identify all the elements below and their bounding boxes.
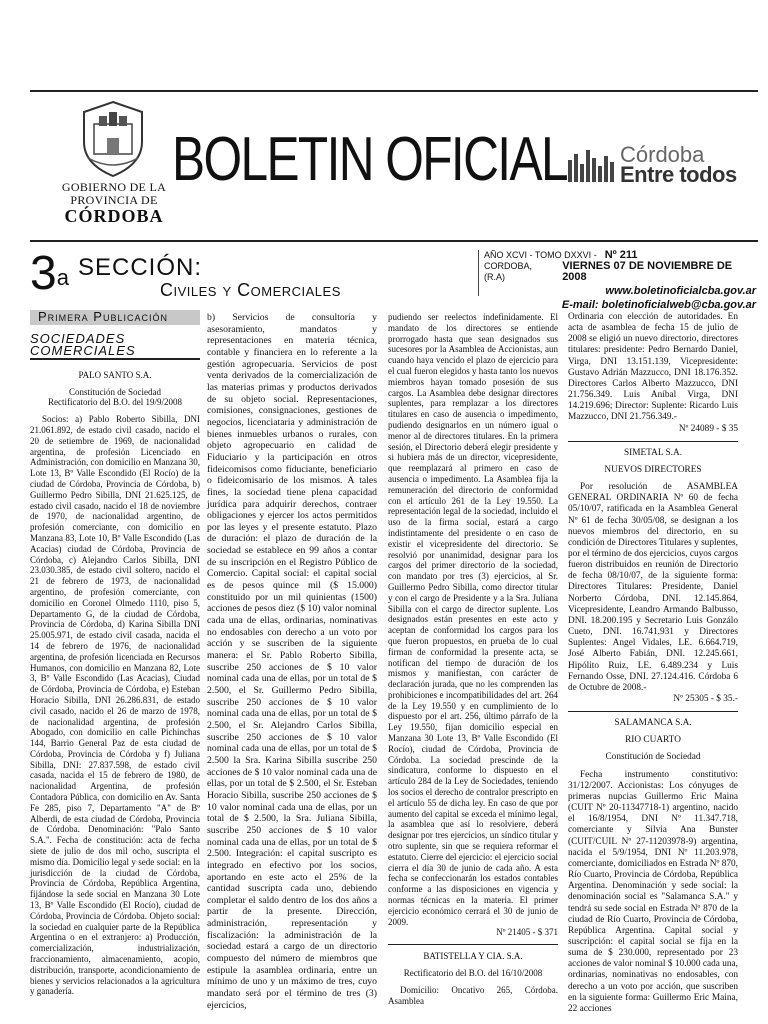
- notice-signature: Nº 24089 - $ 35: [678, 423, 738, 434]
- section-ordinal: a: [56, 265, 69, 290]
- column-2: [207, 312, 377, 1011]
- cordoba-brand-logo: [568, 140, 748, 190]
- column-3: [388, 312, 558, 1006]
- notice-body: Fecha instrumento constitutivo: 31/12/2007. Accionistas: Los cónyuges de primeras nupcias Guillermo Eric Maina (CUIT Nº 20-11347718-1) argentino, nacido el 16/8/1954, DNI Nº 11.347.718, comerciante y Silvia Ana Bunster (CUIT/CUIL Nº 27-11203978-9) argentina, nacida el 5/9/1954, DNI Nº 11.203.978, comerciante, domiciliados en Estrada Nº 870, Río Cuarto, Provincia de Córdoba, República Argentina. Denominación y sede social: la denominación social es "Salamanca S.A." y tendrá su sede social en Estrada Nº 870 de la ciudad de Río Cuarto, Provincia de Córdoba, República Argentina. Capital social y suscripción: el capital social se fija en la suma de $ 230.000, representado por 23 acciones de valor nominal $ 10.000 cada una, ordinarias, nominativas no endosables, con derecho a un voto por acción, que suscriben en la siguiente forma: Guillermo Eric Maina, 22 acciones: [568, 769, 738, 1014]
- header-rule-bottom: [30, 240, 758, 242]
- notice-body-continued: b) Servicios de consultoría y asesoramiento, mandatos y representaciones en materia técnica, contable y financiera en lo referente a la gestión agropecuaria. Servicios de post venta derivados de la comercialización de las materias primas y productos derivados de su objeto social. Representaciones, comisiones, consignaciones, gestiones de negocios, licenciataria y administración de bienes inmuebles urbanos o rurales, con objeto agropecuario en calidad de Fiduciario y la participación en otros fideicomisos como fiduciante, beneficiario o fideicomisario de los mismos. A tales fines, la sociedad tiene plena capacidad jurídica para adquirir derechos, contraer obligaciones y ejercer los actos permitidos por las leyes y el presente estatuto. Plazo de duración: el plazo de duración de la sociedad se establece en 99 años a contar de su inscripción en el Registro Público de Comercio. Capital social: el capital social es de pesos quince mil ($ 15.000) constituido por un mil quinientas (1500) acciones de pesos diez ($ 10) valor nominal cada una de ellas, ordinarias, nominativas no endosables con derecho a un voto por acción y se suscriben de la siguiente manera: el Sr. Pablo Roberto Sibilla, suscribe 250 acciones de $ 10 valor nominal cada una de ellas, por un total de $ 2.500, el Sr. Guillermo Pedro Sibilla, suscribe 250 acciones de $ 10 valor nominal cada una de ellas, por un total de $ 2.500, el Sr. Alejandro Carlos Sibilla, suscribe 250 acciones de $ 10 valor nominal cada una de ellas, por un total de $ 2.500 la Sra. Karina Sibilla suscribe 250 acciones de $ 10 valor nominal cada una de ellas, por un total de $ 2.500, el Sr. Esteban Horacio Sibilla, suscribe 250 acciones de $ 10 valor nominal cada una de ellas, por un total de $ 2.500, la Sra. Juliana Sibilla, suscribe 250 acciones de $ 10 valor nominal cada una de ellas, por un total de $ 2.500. Integración: el capital suscripto es integrado en efectivo por los socios, aportando en este acto el 25% de la cantidad suscripta cada uno, debiendo completar el saldo dentro de los dos años a partir de la presente. Dirección, administración, representación y fiscalización: la administración de la sociedad estará a cargo de un directorio compuesto del número de miembros que estipule la asamblea ordinaria, entre un mínimo de uno y un máximo de tres, cuyo mandato será por el término de tres (3) ejercicios,: [207, 312, 377, 1011]
- notice-place: RIO CUARTO: [625, 735, 681, 746]
- notice-heading: Constitución de Sociedad: [69, 386, 161, 397]
- sociedades-heading: SOCIEDADES COMERCIALES: [30, 333, 200, 360]
- government-name: [36, 181, 192, 225]
- notice-heading: NUEVOS DIRECTORES: [604, 464, 702, 475]
- brand-entre-todos: Entre todos: [620, 162, 737, 187]
- gov-line-1: GOBIERNO DE LA: [61, 180, 167, 194]
- company-name: SALAMANCA S.A.: [614, 718, 692, 729]
- issue-metadata: [484, 250, 756, 311]
- year-tomo: AÑO XCVI - TOMO DXXVI -: [484, 250, 597, 260]
- notice-divider: [568, 441, 738, 442]
- notice-body: Domicilio: Oncativo 265, Córdoba. Asamblea: [388, 984, 558, 1006]
- section-label: SECCIÓN:: [78, 254, 203, 281]
- issue-number: Nº 211: [604, 249, 638, 261]
- website-link[interactable]: www.boletinoficialcba.gov.ar: [605, 285, 756, 297]
- email-link[interactable]: E-mail: boletinoficialweb@cba.gov.ar: [561, 299, 756, 311]
- brand-cordoba: Córdoba: [620, 142, 705, 167]
- notice-signature: Nº 21405 - $ 371: [496, 927, 558, 938]
- brand-bars-icon: [568, 146, 616, 182]
- provincial-crest-icon: [72, 98, 154, 180]
- header-vertical-divider: [478, 250, 479, 296]
- company-name: SIMETAL S.A.: [623, 447, 683, 458]
- publication-bar: Primera Publicación: [30, 310, 200, 325]
- notice-body: Socios: a) Pablo Roberto Sibilla, DNI 21.061.892, de estado civil casado, nacido el 20 de setiembre de 1969, de nacionalidad argentina, de profesión Licenciado en Administración, con domicilio en Manzana 30, Lote 13, Bº Valle Escondido (El Rocío) de la ciudad de Córdoba, Provincia de Córdoba, b) Guillermo Pedro Sibilla, DNI 21.625.125, de estado civil casado, nacido el 18 de noviembre de 1970, de nacionalidad argentino, de profesión comerciante, con domicilio en Manzana 83, Lote 10, Bº Valle Escondido (Las Acacias) ciudad de Córdoba, Provincia de Córdoba, c) Alejandro Carlos Sibilla, DNI 23.030.385, de estado civil soltero, nacido el 21 de febrero de 1973, de nacionalidad argentino, de profesión comerciante, con domicilio en Coronel Olmedo 1110, piso 5, Departamento G, de la ciudad de Córdoba, Provincia de Córdoba, d) Karina Sibilla DNI 25.005.971, de estado civil casada, nacida el 14 de febrero de 1976, de nacionalidad argentina, de profesión licenciada en Recursos Humanos, con domicilio en Manzana 82, Lote 3, Bº Valle Escondido (Las Acacias), Ciudad de Córdoba, Provincia de Córdoba, e) Esteban Horacio Sibilla, DNI 26.286.831, de estado civil casado, nacido el 26 de marzo de 1978, de nacionalidad argentina, de profesión Abogado, con domicilio en calle Pichinchas 144, Barrio General Paz de esta ciudad de Córdoba, Provincia de Córdoba y f) Juliana Sibilla, DNI: 27.837.598, de estado civil casada, nacida el 15 de febrero de 1980, de nacionalidad Argentina, de profesión Contadora Pública, con domicilio en Av. Santa Fe 285, piso 7, Departamento "A" de Bº Alberdi, de esta ciudad de Córdoba, Provincia de Córdoba. Denominación: "Palo Santo S.A.". Fecha de constitución: acta de fecha siete de julio de dos mil ocho, suscripta el mismo día. Domicilio legal y sede social: en la jurisdicción de la ciudad de Córdoba, Provincia de Córdoba, República Argentina, fijándose la sede social en Manzana 30 Lote 13, Bº Valle Escondido (El Rocío), ciudad de Córdoba, Provincia de Córdoba. Objeto social: la sociedad en cualquier parte de la República Argentina o en el extranjero: a) Producción, comercialización, industrialización, fraccionamiento, almacenamiento, acopio, distribución, transporte, acondicionamiento de bienes y servicios relacionados a la agricultura y ganadería.: [30, 414, 200, 997]
- notice-body-continued: pudiendo ser reelectos indefinidamente. El mandato de los directores se entiende prorrogado hasta que sean designados sus sucesores por la Asamblea de Accionistas, aun cuando haya vencido el plazo de ejercicio para el cual fueron elegidos y hasta tanto los nuevos miembros hayan tomado posesión de sus cargos. La Asamblea debe designar directores suplentes, para remplazar a los directores titulares en caso de ausencia o impedimento, pudiendo designarlos en un número igual o menor al de directores titulares. En la primera sesión, el Directorio deberá elegir presidente y si hubiera más de un director, vicepresidente, que reemplazará al primero en caso de ausencia o impedimento. La Asamblea fija la remuneración del directorio de conformidad con el artículo 261 de la Ley 19.550. La representación legal de la sociedad, incluido el uso de la firma social, estará a cargo indistintamente del presidente o en caso de existir el vicepresidente del directorio. Se resolvió por unanimidad, designar para los cargos del primer directorio de la sociedad, con mandato por tres (3) ejercicios, al Sr. Guillermo Pedro Sibilla, como director titular y con el cargo de Presidente y a la Sra. Juliana Sibilla con el cargo de director suplente. Los designados están presentes en este acto y aceptan de conformidad los cargos para los que fueron propuestos, en prueba de lo cual firman de conformidad la presente acta, se notifican del tiempo de duración de los mismos y manifiestan, con carácter de declaración jurada, que no les comprenden las prohibiciones e incompatibilidades del art. 264 de la Ley 19.550 y en cumplimiento de lo dispuesto por el art. 256, último párrafo de la Ley 19.550, fijan domicilio especial en Manzana 30 Lote 13, Bº Valle Escondido (El Rocío), ciudad de Córdoba, Provincia de Córdoba. La sociedad prescinde de la sindicatura, conforme lo dispuesto en el artículo 284 de la Ley de Sociedades, teniendo los socios el derecho de contralor prescripto en el artículo 55 de dicha ley. En caso de que por aumento del capital se exceda el mínimo legal, la asamblea que así lo resolviere, deberá designar por tres ejercicios, un síndico titular y otro suplente, sin que se requiera reformar el estatuto. Cierre del ejercicio: el ejercicio social cierra el día 30 de junio de cada año. A esta fecha se confeccionarán los estados contables conforme a las disposiciones en vigencia y normas técnicas en la materia. El primer ejercicio económico cerrará el 30 de junio de 2009.: [388, 312, 558, 927]
- notice-rectification: Rectificatorio del B.O. del 16/10/2008: [403, 968, 543, 979]
- gov-line-3: CÓRDOBA: [64, 206, 164, 226]
- notice-divider: [388, 944, 558, 945]
- notice-divider: [568, 711, 738, 712]
- column-1: [30, 310, 200, 997]
- company-name: PALO SANTO S.A.: [78, 369, 152, 380]
- notice-signature: Nº 25305 - $ 35.-: [673, 694, 738, 704]
- company-name: BATISTELLA Y CIA. S.A.: [423, 951, 523, 962]
- issue-date: VIERNES 07 DE NOVIEMBRE DE 2008: [562, 260, 733, 283]
- gov-line-2: PROVINCIA DE: [70, 193, 158, 207]
- issue-place: CORDOBA, (R.A): [484, 261, 533, 282]
- notice-body-continued: Ordinaria con elección de autoridades. En acta de asamblea de fecha 15 de julio de 2008 se eligió un nuevo directorio, directores titulares: presidente: Pedro Bernardo Daniel, Virga, DNI 13.151.139, Vicepresidente: Gustavo Adrián Mazzucco, DNI 18.176.352. Directores Carlos Alberto Mazzucco, DNI 21.756.349. Luis Aníbal Virga, DNI 14.219.696; Director: Suplente: Ricardo Luis Mazzucco, DNI 21.756.349.-: [568, 312, 738, 423]
- section-number: [30, 247, 69, 300]
- notice-heading: Constitución de Sociedad: [605, 752, 701, 763]
- section-number-digit: 3: [30, 247, 57, 300]
- gazette-title: BOLETIN OFICIAL: [172, 125, 567, 194]
- notice-rectification: Rectificatorio del B.O. del 19/9/2008: [48, 397, 182, 408]
- column-4: [568, 312, 738, 1015]
- section-subtitle: Civiles y Comerciales: [160, 280, 341, 300]
- notice-body: Por resolución de ASAMBLEA GENERAL ORDINARIA Nº 60 de fecha 05/10/07, ratificada en la Asamblea General Nº 61 de fecha 30/05/08, se designan a los nuevos miembros del directorio, en su condición de Directores Titulares y suplentes, por el término de dos ejercicios, cuyos cargos fueron distribuidos en reunión de Directorio de fecha 08/10/07, de la siguiente forma: Directores Titulares: Presidente, Daniel Norberto Córdoba, DNI. 12.145.864, Vicepresidente, Leandro Armando Balbusso, DNI. 18.200.195 y Secretario Luis Gonzálo Cueto, DNI. 16.741.931 y Directores Suplentes: Angel Vidales, LE. 6.664.719, José Alberto Fabián, DNI. 12.245.661, Hipólito Ruiz, LE. 6.489.234 y Luis Fernando Osse, DNI. 27.124.416. Córdoba 6 de Octubre de 2008.-: [568, 482, 738, 693]
- header-rule-top: [30, 90, 758, 92]
